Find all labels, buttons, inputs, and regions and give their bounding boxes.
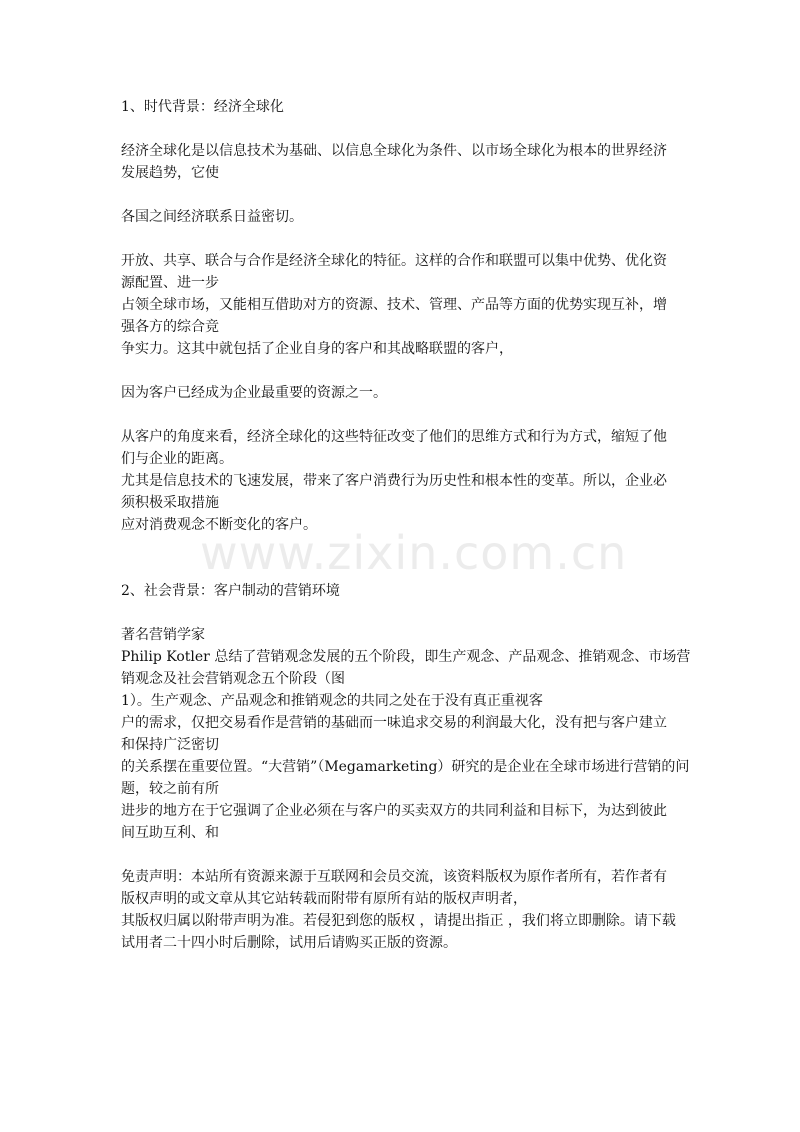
section2-heading: 2、社会背景：客户制动的营销环境 — [121, 583, 340, 599]
spacer — [121, 118, 683, 140]
disclaimer-line: 版权声明的或文章从其它站转载而附带有原所有站的版权声明者， — [121, 891, 527, 907]
paragraph-line: 销观念及社会营销观念五个阶段（图 — [121, 671, 345, 687]
spacer — [121, 536, 683, 580]
paragraph-line: 户的需求，仅把交易看作是营销的基础而一味追求交易的利润最大化，没有把与客户建立 — [121, 715, 667, 731]
paragraph-line: 1）。生产观念、产品观念和推销观念的共同之处在于没有真正重视客 — [121, 693, 543, 709]
paragraph-line: 各国之间经济联系日益密切。 — [121, 209, 303, 225]
paragraph-line: 们与企业的距离。 — [121, 451, 233, 467]
spacer — [121, 602, 683, 624]
paragraph-line: Philip Kotler 总结了营销观念发展的五个阶段，即生产观念、产品观念、推销观念、市场营 — [121, 649, 691, 665]
paragraph-line: 须积极采取措施 — [121, 495, 219, 511]
disclaimer-line: 其版权归属以附带声明为准。若侵犯到您的版权 ，请提出指正 ，我们将立即删除。请下载 — [121, 913, 676, 929]
spacer — [121, 404, 683, 426]
paragraph-line: 尤其是信息技术的飞速发展，带来了客户消费行为历史性和根本性的变革。所以，企业必 — [121, 473, 667, 489]
spacer — [121, 844, 683, 866]
paragraph-line: 开放、共享、联合与合作是经济全球化的特征。这样的合作和联盟可以集中优势、优化资 — [121, 253, 667, 269]
paragraph-line: 应对消费观念不断变化的客户。 — [121, 517, 317, 533]
paragraph-line: 争实力。这其中就包括了企业自身的客户和其战略联盟的客户， — [121, 341, 513, 357]
paragraph-line: 著名营销学家 — [121, 627, 205, 643]
document-body — [121, 96, 691, 954]
paragraph-line: 进步的地方在于它强调了企业必须在与客户的买卖双方的共同利益和目标下，为达到彼此 — [121, 803, 667, 819]
paragraph-line: 的关系摆在重要位置。“大营销”（Megamarketing）研究的是企业在全球市场进行营销的问 — [121, 759, 690, 775]
paragraph-line: 强各方的综合竞 — [121, 319, 219, 335]
paragraph-line: 经济全球化是以信息技术为基础、以信息全球化为条件、以市场全球化为根本的世界经济 — [121, 143, 667, 159]
watermark: www.zixin.com.cn — [200, 526, 628, 580]
disclaimer-line: 试用者二十四小时后删除，试用后请购买正版的资源。 — [121, 935, 457, 951]
spacer — [121, 360, 683, 382]
disclaimer-line: 免责声明：本站所有资源来源于互联网和会员交流，该资料版权为原作者所有，若作者有 — [121, 869, 667, 885]
paragraph-line: 题，较之前有所 — [121, 781, 219, 797]
paragraph-line: 占领全球市场，又能相互借助对方的资源、技术、管理、产品等方面的优势实现互补，增 — [121, 297, 667, 313]
paragraph-line: 源配置、进一步 — [121, 275, 219, 291]
spacer — [121, 184, 683, 206]
section1-heading: 1、时代背景：经济全球化 — [121, 99, 284, 115]
paragraph-line: 和保持广泛密切 — [121, 737, 219, 753]
paragraph-line: 从客户的角度来看，经济全球化的这些特征改变了他们的思维方式和行为方式，缩短了他 — [121, 429, 667, 445]
spacer — [121, 228, 683, 250]
paragraph-line: 间互助互利、和 — [121, 825, 219, 841]
paragraph-line: 因为客户已经成为企业最重要的资源之一。 — [121, 385, 387, 401]
paragraph-line: 发展趋势，它使 — [121, 165, 219, 181]
